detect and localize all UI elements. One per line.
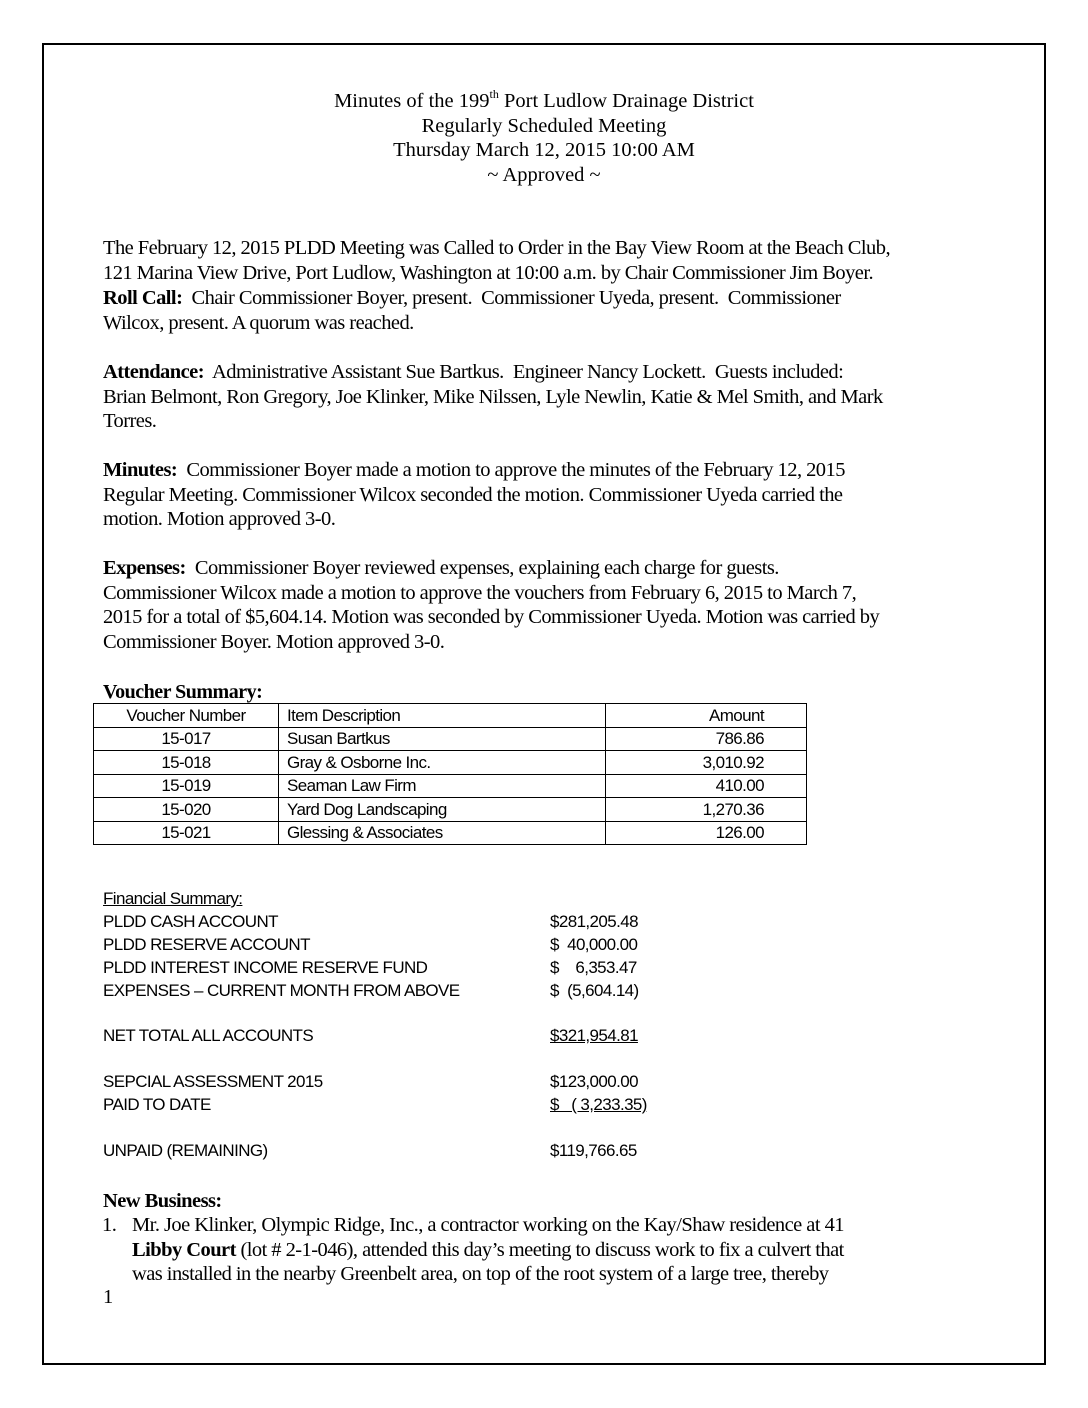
voucher-number: 15-018 <box>94 751 279 775</box>
financial-value: $281,205.48 <box>550 912 638 931</box>
title-line-1 <box>0 89 1088 114</box>
expenses-label: Expenses: <box>103 557 186 579</box>
special-assessment-label: SEPCIAL ASSESSMENT 2015 <box>103 1072 323 1091</box>
expenses-text: Commissioner Boyer reviewed expenses, explaining each charge for guests. <box>185 557 779 579</box>
voucher-number: 15-017 <box>94 727 279 751</box>
attendance-text: Brian Belmont, Ron Gregory, Joe Klinker, Mike Nilssen, Lyle Newlin, Katie & Mel Smith, and Mark <box>103 385 883 408</box>
roll-call-section <box>103 286 1003 335</box>
table-row <box>94 727 807 751</box>
expenses-section <box>103 556 1003 654</box>
list-item-text: (lot # 2-1-046), attended this day’s meeting to discuss work to fix a culvert that <box>235 1238 844 1261</box>
financial-label: PLDD CASH ACCOUNT <box>103 912 278 931</box>
financial-label: EXPENSES – CURRENT MONTH FROM ABOVE <box>103 981 460 1000</box>
voucher-description: Gray & Osborne Inc. <box>279 751 606 775</box>
financial-summary-heading: Financial Summary: <box>103 889 243 908</box>
voucher-table <box>93 703 807 845</box>
column-header-item-description: Item Description <box>279 704 606 728</box>
attendance-section <box>103 360 1003 434</box>
voucher-description: Seaman Law Firm <box>279 774 606 798</box>
paid-to-date-value: $ ( 3,233.35) <box>550 1095 647 1114</box>
voucher-description: Susan Bartkus <box>279 727 606 751</box>
voucher-amount: 410.00 <box>606 774 807 798</box>
voucher-amount: 1,270.36 <box>606 798 807 822</box>
financial-label: PLDD RESERVE ACCOUNT <box>103 935 310 954</box>
unpaid-label: UNPAID (REMAINING) <box>103 1141 268 1160</box>
minutes-section <box>103 458 1003 532</box>
financial-label: PLDD INTEREST INCOME RESERVE FUND <box>103 958 428 977</box>
roll-call-text: Wilcox, present. A quorum was reached. <box>103 311 414 334</box>
expenses-text: 2015 for a total of $5,604.14. Motion was seconded by Commissioner Uyeda. Motion was carried by <box>103 606 880 628</box>
title-text-rest: Port Ludlow Drainage District <box>498 90 754 112</box>
expenses-text: Commissioner Boyer. Motion approved 3-0. <box>103 630 445 653</box>
table-row <box>94 798 807 822</box>
voucher-summary-heading: Voucher Summary: <box>103 681 263 703</box>
net-total-label: NET TOTAL ALL ACCOUNTS <box>103 1026 314 1045</box>
list-item-text: Mr. Joe Klinker, Olympic Ridge, Inc., a contractor working on the Kay/Shaw residence at 41 <box>132 1214 844 1236</box>
roll-call-label: Roll Call: <box>103 287 183 309</box>
unpaid-value: $119,766.65 <box>550 1141 637 1160</box>
approval-status: ~ Approved ~ <box>487 163 601 186</box>
title-superscript: th <box>489 87 499 101</box>
intro-paragraph <box>103 236 1003 285</box>
voucher-description: Glessing & Associates <box>279 821 606 845</box>
voucher-number: 15-021 <box>94 821 279 845</box>
attendance-text: Torres. <box>103 410 157 432</box>
title-text: Minutes of the 199 <box>334 90 490 112</box>
column-header-amount: Amount <box>606 704 807 728</box>
financial-value: $ 40,000.00 <box>550 935 638 954</box>
voucher-amount: 126.00 <box>606 821 807 845</box>
attendance-label: Attendance: <box>103 361 204 383</box>
voucher-amount: 786.86 <box>606 727 807 751</box>
new-business-heading: New Business: <box>103 1190 222 1212</box>
minutes-text: motion. Motion approved 3-0. <box>103 508 336 530</box>
financial-value: $ (5,604.14) <box>550 981 639 1000</box>
special-assessment-value: $123,000.00 <box>550 1072 638 1091</box>
net-total-value: $321,954.81 <box>550 1026 638 1045</box>
financial-value: $ 6,353.47 <box>550 958 637 977</box>
roll-call-text: Chair Commissioner Boyer, present. Commissioner Uyeda, present. Commissioner <box>182 287 841 309</box>
intro-line: 121 Marina View Drive, Port Ludlow, Washington at 10:00 a.m. by Chair Commissioner Jim Boyer. <box>103 261 874 284</box>
intro-line: The February 12, 2015 PLDD Meeting was Called to Order in the Bay View Room at the Beach Club, <box>103 237 891 259</box>
new-business-section <box>103 1189 1003 1214</box>
title-line-3: Thursday March 12, 2015 10:00 AM <box>393 139 695 161</box>
voucher-number: 15-020 <box>94 798 279 822</box>
minutes-label: Minutes: <box>103 459 178 481</box>
attendance-text: Administrative Assistant Sue Bartkus. Engineer Nancy Lockett. Guests included: <box>204 361 844 383</box>
voucher-amount: 3,010.92 <box>606 751 807 775</box>
table-row <box>94 774 807 798</box>
paid-to-date-label: PAID TO DATE <box>103 1095 211 1114</box>
page-number: 1 <box>103 1286 114 1308</box>
list-item-number: 1. <box>102 1214 117 1236</box>
document-title <box>0 89 1088 187</box>
minutes-text: Commissioner Boyer made a motion to approve the minutes of the February 12, 2015 <box>177 459 845 481</box>
table-header-row <box>94 704 807 728</box>
list-item <box>102 1213 844 1287</box>
table-row <box>94 821 807 845</box>
minutes-text: Regular Meeting. Commissioner Wilcox seconded the motion. Commissioner Uyeda carried the <box>103 483 843 506</box>
expenses-text: Commissioner Wilcox made a motion to approve the vouchers from February 6, 2015 to March 7, <box>103 581 857 604</box>
list-item-text: was installed in the nearby Greenbelt area, on top of the root system of a large tree, thereby <box>132 1263 829 1285</box>
voucher-description: Yard Dog Landscaping <box>279 798 606 822</box>
title-line-2: Regularly Scheduled Meeting <box>421 114 667 137</box>
table-row <box>94 751 807 775</box>
address-bold: Libby Court <box>132 1238 236 1261</box>
column-header-voucher-number: Voucher Number <box>94 704 279 728</box>
voucher-number: 15-019 <box>94 774 279 798</box>
